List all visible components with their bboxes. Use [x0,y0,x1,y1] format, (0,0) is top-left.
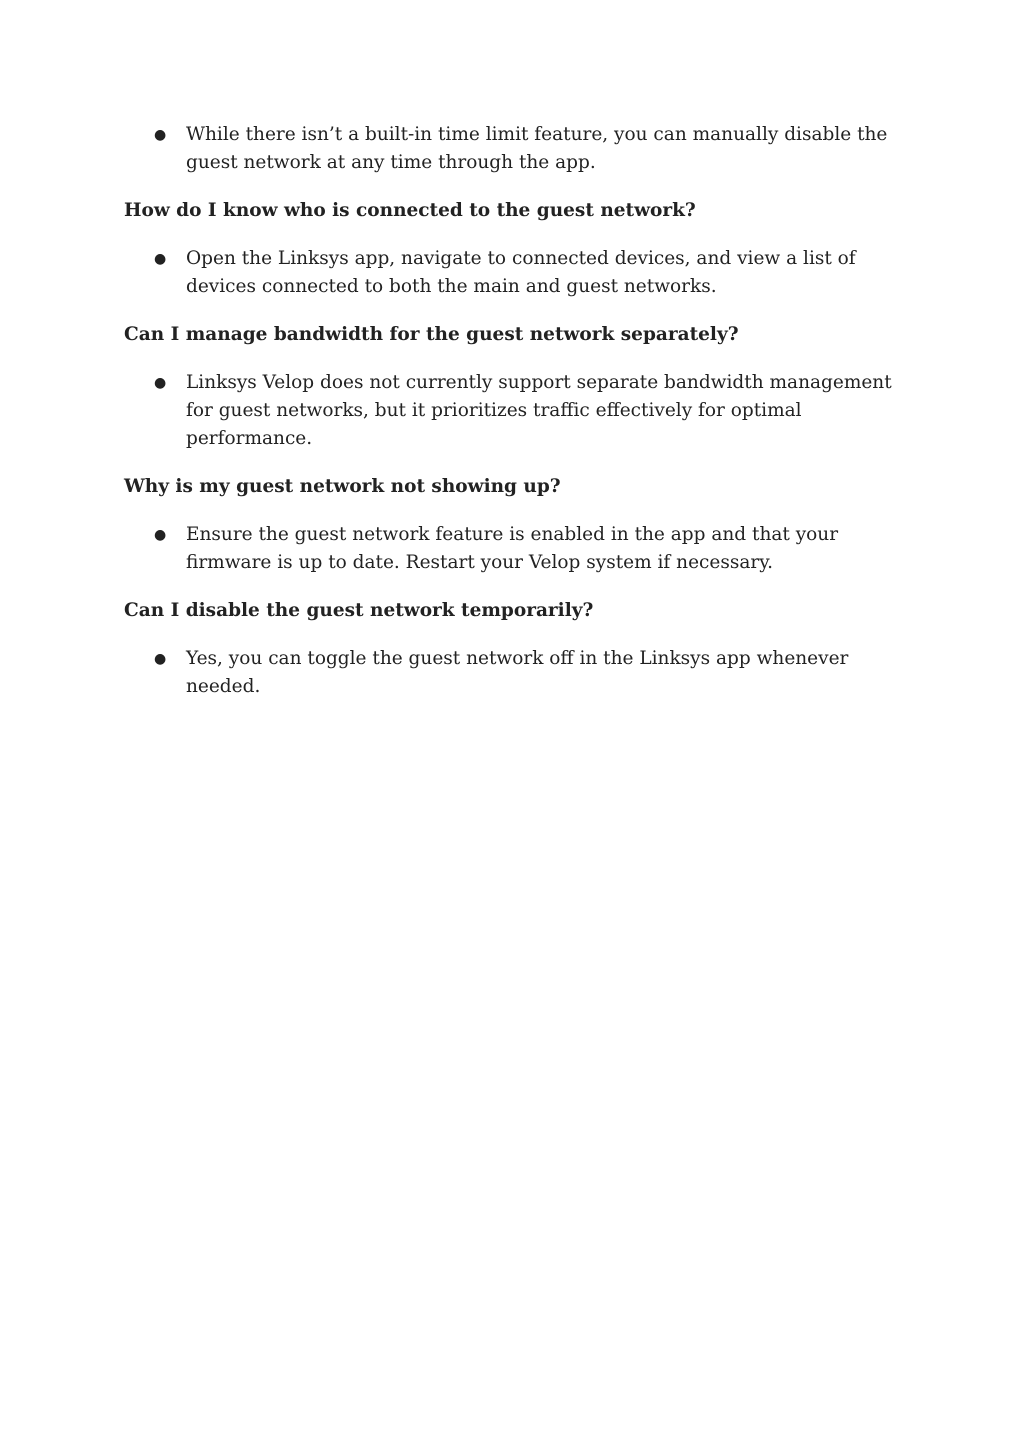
faq-question: Can I disable the guest network temporarily? [124,600,594,621]
faq-answer-item [124,369,904,453]
bullet-icon: ● [154,127,167,143]
faq-answer: Ensure the guest network feature is enabled in the app and that your firmware is up to date. Restart your Velop system if necessary. [186,524,839,573]
bullet-icon: ● [154,375,167,391]
faq-question: How do I know who is connected to the guest network? [124,200,696,221]
bullet-icon: ● [154,651,167,667]
faq-answer-item [124,521,904,577]
bullet-icon: ● [154,527,167,543]
bullet-text: While there isn’t a built-in time limit feature, you can manually disable the guest network at any time through the app. [186,124,888,173]
faq-answer: Yes, you can toggle the guest network off in the Linksys app whenever needed. [186,648,849,697]
document-content [124,121,904,701]
bullet-icon: ● [154,251,167,267]
faq-question: Can I manage bandwidth for the guest network separately? [124,324,739,345]
faq-answer: Linksys Velop does not currently support separate bandwidth management for guest networks, but it prioritizes traffic effectively for optimal performance. [186,372,892,449]
faq-answer-item [124,645,904,701]
intro-bullet-item [124,121,904,177]
faq-answer: Open the Linksys app, navigate to connected devices, and view a list of devices connected to both the main and guest networks. [186,248,856,297]
faq-question: Why is my guest network not showing up? [124,476,561,497]
faq-answer-item [124,245,904,301]
